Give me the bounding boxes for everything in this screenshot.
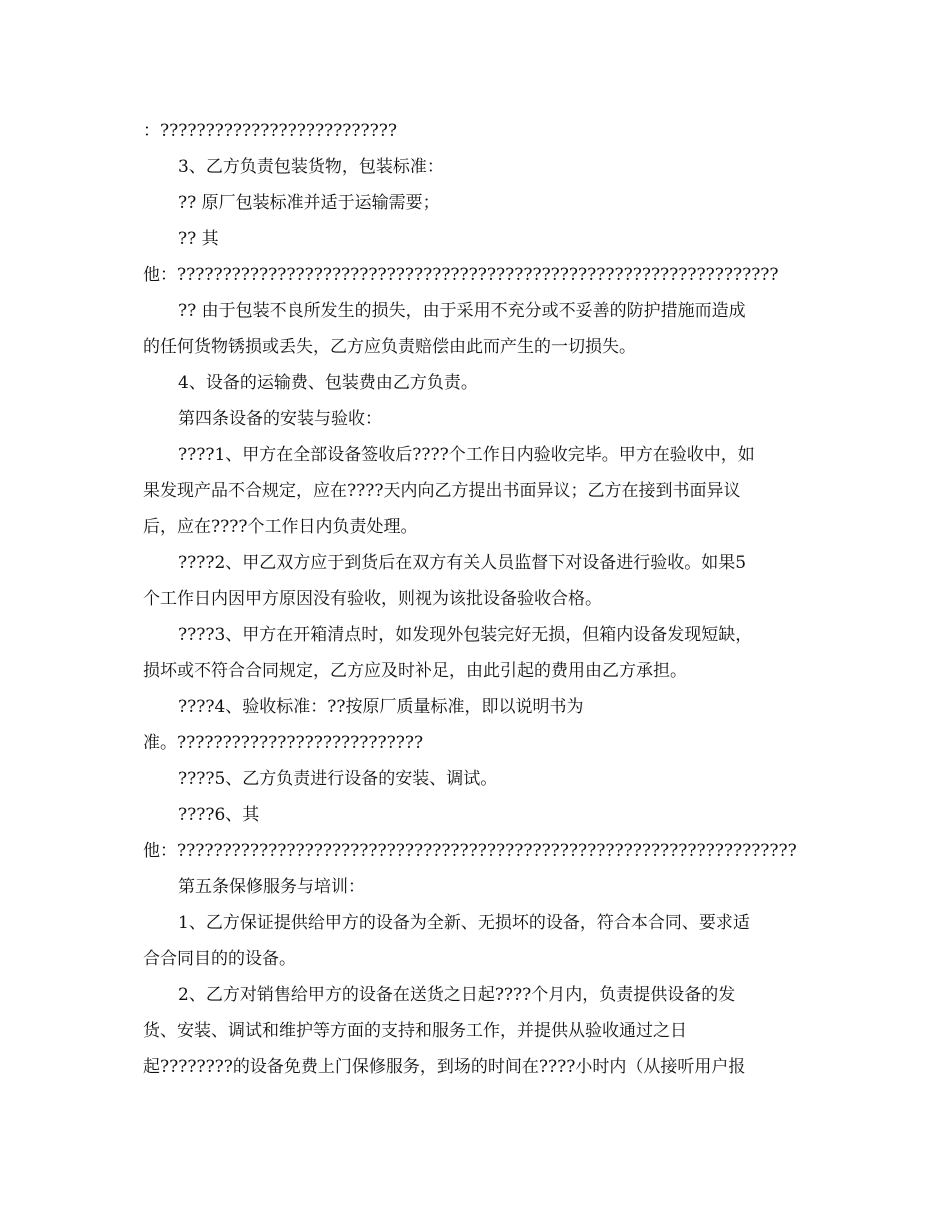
text-line: ????4、验收标准：??按原厂质量标准，即以说明书为 [178, 697, 584, 717]
text-line: ????3、甲方在开箱清点时，如发现外包装完好无损，但箱内设备发现短缺， [178, 625, 753, 645]
text-line: 后，应在????个工作日内负责处理。 [143, 517, 418, 537]
document-body [143, 113, 807, 1085]
text-line: 准。??????????????????????????? [143, 733, 424, 753]
text-line: 合合同目的的设备。 [143, 949, 296, 969]
text-line: 货、安装、调试和维护等方面的支持和服务工作，并提供从验收通过之日 [143, 1021, 687, 1041]
text-line: 个工作日内因甲方原因没有验收，则视为该批设备验收合格。 [143, 589, 602, 609]
text-line: ：?????????????????????????? [143, 121, 397, 141]
text-line: ????5、乙方负责进行设备的安装、调试。 [178, 769, 498, 789]
text-line: 4、设备的运输费、包装费由乙方负责。 [178, 373, 478, 393]
section-heading: 第四条设备的安装与验收： [178, 409, 382, 429]
text-line: ?? 由于包装不良所发生的损失，由于采用不充分或不妥善的防护措施而造成 [178, 301, 746, 321]
text-line: ?? 原厂包装标准并适于运输需要； [178, 193, 440, 213]
text-line: 损坏或不符合合同规定，乙方应及时补足，由此引起的费用由乙方承担。 [143, 661, 687, 681]
text-line: 1、乙方保证提供给甲方的设备为全新、无损坏的设备，符合本合同、要求适 [178, 913, 750, 933]
text-line: 他：???????????????????????????????????????????????????????????????????? [143, 841, 797, 861]
text-line: 起????????的设备免费上门保修服务，到场的时间在????小时内（从接听用户报 [143, 1057, 746, 1077]
text-line: ????1、甲方在全部设备签收后????个工作日内验收完毕。甲方在验收中，如 [178, 445, 755, 465]
text-line: 3、乙方负责包装货物，包装标准： [178, 157, 444, 177]
text-line: ????6、其 [178, 805, 260, 825]
text-line: 2、乙方对销售给甲方的设备在送货之日起????个月内，负责提供设备的发 [178, 985, 736, 1005]
text-line: 的任何货物锈损或丢失，乙方应负责赔偿由此而产生的一切损失。 [143, 337, 636, 357]
text-line: 他：?????????????????????????????????????????????????????????????????? [143, 265, 779, 285]
section-heading: 第五条保修服务与培训： [178, 877, 365, 897]
text-line: ?? 其 [178, 229, 219, 249]
text-line: 果发现产品不合规定，应在????天内向乙方提出书面异议；乙方在接到书面异议 [143, 481, 741, 501]
text-line: ????2、甲乙双方应于到货后在双方有关人员监督下对设备进行验收。如果5 [178, 553, 747, 573]
